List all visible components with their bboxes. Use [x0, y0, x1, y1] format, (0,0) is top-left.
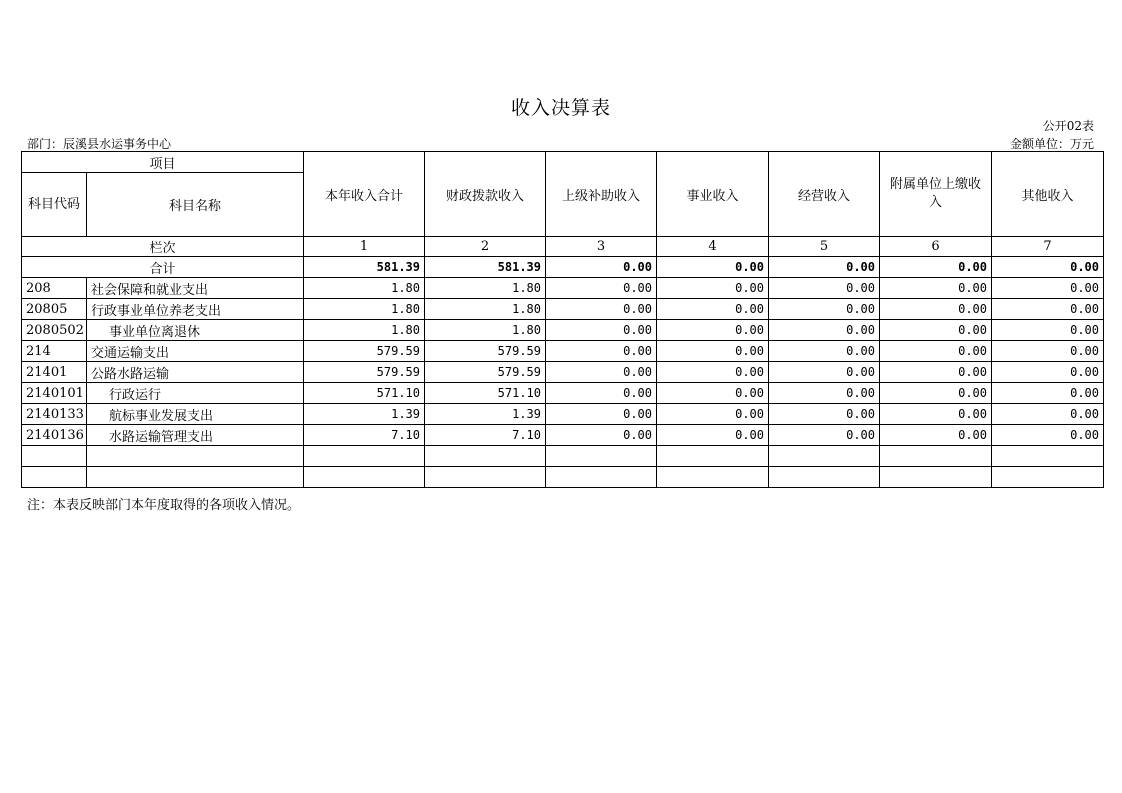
page-title: 收入决算表	[510, 97, 611, 119]
row-name: 公路水路运输	[87, 362, 304, 383]
index-row-label: 栏次	[22, 237, 304, 257]
row-value: 0.00	[880, 362, 992, 383]
total-cell: 581.39	[425, 257, 546, 278]
row-value: 0.00	[880, 341, 992, 362]
row-name: 行政事业单位养老支出	[87, 299, 304, 320]
total-cell: 0.00	[880, 257, 992, 278]
row-value: 0.00	[657, 383, 769, 404]
row-value: 0.00	[769, 383, 880, 404]
row-value: 579.59	[425, 362, 546, 383]
row-value: 0.00	[992, 320, 1104, 341]
row-value: 0.00	[880, 278, 992, 299]
header-superior: 上级补助收入	[546, 152, 657, 237]
row-value: 1.39	[425, 404, 546, 425]
row-name: 社会保障和就业支出	[87, 278, 304, 299]
department-label: 部门：辰溪县水运事务中心	[27, 137, 172, 151]
row-value: 1.80	[425, 278, 546, 299]
row-value: 1.80	[304, 320, 425, 341]
index-col: 3	[546, 237, 657, 257]
table-row	[22, 341, 1104, 362]
row-value: 0.00	[546, 278, 657, 299]
total-cell: 0.00	[769, 257, 880, 278]
row-code: 2080502	[22, 320, 87, 341]
row-code: 2140136	[22, 425, 87, 446]
row-value: 579.59	[304, 362, 425, 383]
header-item: 项目	[22, 152, 304, 173]
amount-unit-label: 金额单位：万元	[1009, 137, 1094, 151]
row-name: 航标事业发展支出	[87, 404, 304, 425]
table-row	[22, 425, 1104, 446]
row-value: 0.00	[880, 404, 992, 425]
index-col: 2	[425, 237, 546, 257]
row-value: 0.00	[880, 425, 992, 446]
header-business: 事业收入	[657, 152, 769, 237]
header-total: 本年收入合计	[304, 152, 425, 237]
row-value: 0.00	[657, 425, 769, 446]
header-affiliated: 附属单位上缴收入	[880, 152, 992, 237]
row-value: 0.00	[880, 299, 992, 320]
row-value: 0.00	[546, 341, 657, 362]
row-value: 0.00	[657, 404, 769, 425]
row-code: 2140133	[22, 404, 87, 425]
row-value: 1.39	[304, 404, 425, 425]
total-cell: 0.00	[546, 257, 657, 278]
income-table	[21, 151, 1104, 488]
header-operating: 经营收入	[769, 152, 880, 237]
row-value: 0.00	[546, 425, 657, 446]
row-value: 0.00	[546, 362, 657, 383]
row-code: 208	[22, 278, 87, 299]
row-value: 0.00	[657, 341, 769, 362]
row-value: 0.00	[769, 362, 880, 383]
header-subject-code: 科目代码	[22, 173, 87, 237]
row-code: 2140101	[22, 383, 87, 404]
row-value: 579.59	[304, 341, 425, 362]
total-cell: 581.39	[304, 257, 425, 278]
row-value: 0.00	[657, 320, 769, 341]
row-value: 0.00	[992, 383, 1104, 404]
row-value: 1.80	[304, 299, 425, 320]
row-value: 579.59	[425, 341, 546, 362]
row-value: 571.10	[425, 383, 546, 404]
row-value: 1.80	[425, 320, 546, 341]
row-value: 0.00	[546, 383, 657, 404]
row-value: 0.00	[769, 341, 880, 362]
index-col: 4	[657, 237, 769, 257]
row-value: 0.00	[992, 362, 1104, 383]
header-fiscal: 财政拨款收入	[425, 152, 546, 237]
row-value: 571.10	[304, 383, 425, 404]
row-value: 0.00	[769, 299, 880, 320]
row-value: 0.00	[769, 425, 880, 446]
row-value: 0.00	[546, 299, 657, 320]
row-value: 0.00	[769, 404, 880, 425]
table-row	[22, 299, 1104, 320]
table-row	[22, 320, 1104, 341]
row-name: 水路运输管理支出	[87, 425, 304, 446]
row-value: 0.00	[992, 341, 1104, 362]
table-row	[22, 383, 1104, 404]
row-value: 0.00	[992, 278, 1104, 299]
row-value: 0.00	[992, 299, 1104, 320]
index-col: 1	[304, 237, 425, 257]
empty-row	[22, 467, 1104, 488]
row-value: 0.00	[769, 320, 880, 341]
row-value: 0.00	[880, 320, 992, 341]
row-value: 7.10	[425, 425, 546, 446]
row-value: 0.00	[657, 278, 769, 299]
row-value: 0.00	[546, 320, 657, 341]
index-col: 5	[769, 237, 880, 257]
empty-row	[22, 446, 1104, 467]
row-value: 7.10	[304, 425, 425, 446]
row-code: 21401	[22, 362, 87, 383]
row-value: 0.00	[880, 383, 992, 404]
total-row-label: 合计	[22, 257, 304, 278]
index-col: 7	[992, 237, 1104, 257]
header-other: 其他收入	[992, 152, 1104, 237]
row-value: 0.00	[657, 362, 769, 383]
total-cell: 0.00	[992, 257, 1104, 278]
form-number: 公开02表	[1042, 119, 1094, 133]
total-row	[22, 257, 1104, 278]
row-code: 214	[22, 341, 87, 362]
total-cell: 0.00	[657, 257, 769, 278]
row-value: 0.00	[992, 404, 1104, 425]
table-row	[22, 278, 1104, 299]
table-note: 注：本表反映部门本年度取得的各项收入情况。	[27, 498, 301, 513]
row-code: 20805	[22, 299, 87, 320]
row-name: 交通运输支出	[87, 341, 304, 362]
row-value: 0.00	[546, 404, 657, 425]
table-row	[22, 362, 1104, 383]
row-value: 0.00	[657, 299, 769, 320]
row-value: 0.00	[992, 425, 1104, 446]
header-subject-name: 科目名称	[87, 173, 304, 237]
index-col: 6	[880, 237, 992, 257]
row-value: 1.80	[425, 299, 546, 320]
row-name: 行政运行	[87, 383, 304, 404]
row-name: 事业单位离退休	[87, 320, 304, 341]
row-value: 1.80	[304, 278, 425, 299]
row-value: 0.00	[769, 278, 880, 299]
table-row	[22, 404, 1104, 425]
